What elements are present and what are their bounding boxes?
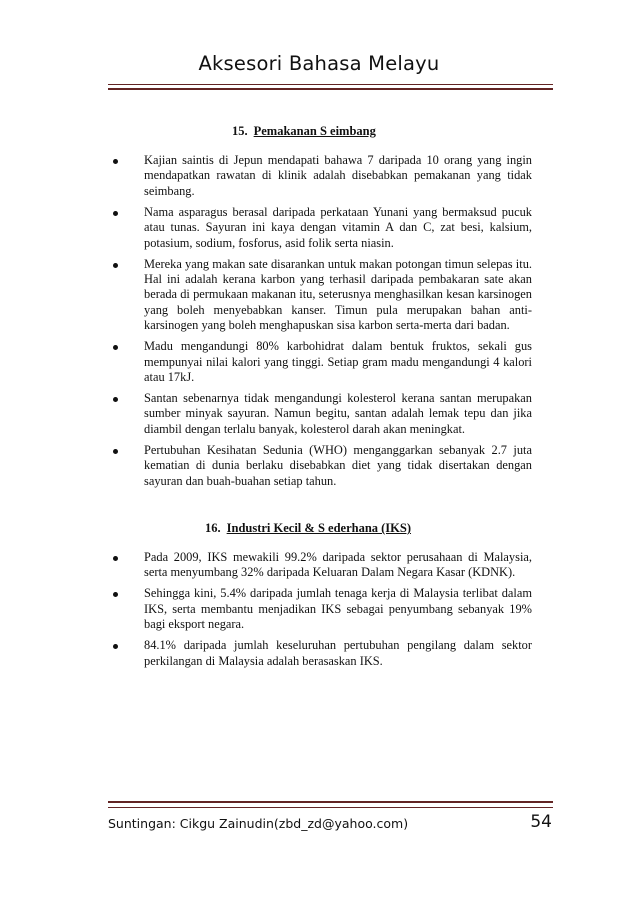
footer-credit: Suntingan: Cikgu Zainudin(zbd_zd@yahoo.com) [108,816,409,831]
list-item-text: 84.1% daripada jumlah keseluruhan pertubuhan pengilang dalam sektor perkilangan di Malaysia adalah berasaskan IKS. [144,638,532,668]
list-item [118,339,532,385]
footer-rule-thin [108,807,553,808]
list-item [118,257,532,334]
page-number: 54 [530,812,552,832]
list-item-text: Pertubuhan Kesihatan Sedunia (WHO) menganggarkan sebanyak 2.7 juta kematian di dunia berlaku disebabkan diet yang tidak disertakan dengan sayuran dan buah-buahan setiap tahun. [144,442,532,488]
list-item [118,638,532,669]
bullet-icon [113,159,118,164]
list-item [118,205,532,251]
list-item-text: Santan sebenarnya tidak mengandungi kolesterol kerana santan merupakan sumber minyak sayuran. Namun begitu, santan adalah lemak tepu dan jika diambil dengan terlalu banyak, kolesterol darah akan meningkat. [144,391,532,436]
list-item-text: Madu mengandungi 80% karbohidrat dalam bentuk fruktos, sekali gus mempunyai nilai kalori yang tinggi. Setiap gram madu mengandungi 4 kalori atau 17kJ. [144,339,532,385]
list-item [118,153,532,199]
bullet-icon [113,397,118,402]
bullet-icon [113,345,118,350]
list-item [118,391,532,437]
bullet-icon [113,592,118,597]
section-15-list [118,153,532,495]
section-16-list [118,550,532,675]
list-item-text: Mereka yang makan sate disarankan untuk makan potongan timun selepas itu. Hal ini adalah kerana karbon yang terhasil daripada pembakaran sate akan berada di permukaan makanan itu, seterusnya menghasilkan kesan karsinogen yang boleh menyebabkan kanser. Timun pula merupakan bahan anti-karsinogen yang boleh menghapuskan sisa karbon serta-merta dari badan. [144,256,532,333]
bullet-icon [113,556,118,561]
header-rule-thick [108,88,553,90]
page-header-title: Aksesori Bahasa Melayu [198,52,440,75]
bullet-icon [113,211,118,216]
section-heading-15 [232,124,376,139]
list-item-text: Sehingga kini, 5.4% daripada jumlah tenaga kerja di Malaysia terlibat dalam IKS, serta membantu menjadikan IKS sebagai penyumbang sebanyak 19% bagi eksport negara. [144,586,532,632]
section-title: Industri Kecil & S ederhana (IKS) [226,521,412,535]
list-item-text: Pada 2009, IKS mewakili 99.2% daripada sektor perusahaan di Malaysia, serta menyumbang 32% daripada Keluaran Dalam Negara Kasar (KDNK). [144,550,532,580]
section-number: 15. [232,124,248,138]
header-rule-thin [108,84,553,85]
section-number: 16. [205,521,221,535]
section-title: Pemakanan S eimbang [253,124,376,138]
list-item [118,586,532,632]
bullet-icon [113,263,118,268]
bullet-icon [113,644,118,649]
list-item-text: Kajian saintis di Jepun mendapati bahawa 7 daripada 10 orang yang ingin mendapatkan rawatan di klinik adalah disebabkan pemakanan yang tidak seimbang. [144,153,532,198]
list-item [118,550,532,581]
section-heading-16 [205,521,411,536]
bullet-icon [113,449,118,454]
list-item [118,443,532,489]
footer-rule-thick [108,801,553,803]
list-item-text: Nama asparagus berasal daripada perkataan Yunani yang bermaksud pucuk atau tunas. Sayuran ini kaya dengan vitamin A dan C, zat besi, kalsium, potasium, sodium, fosforus, asid folik serta niasin. [144,204,532,250]
